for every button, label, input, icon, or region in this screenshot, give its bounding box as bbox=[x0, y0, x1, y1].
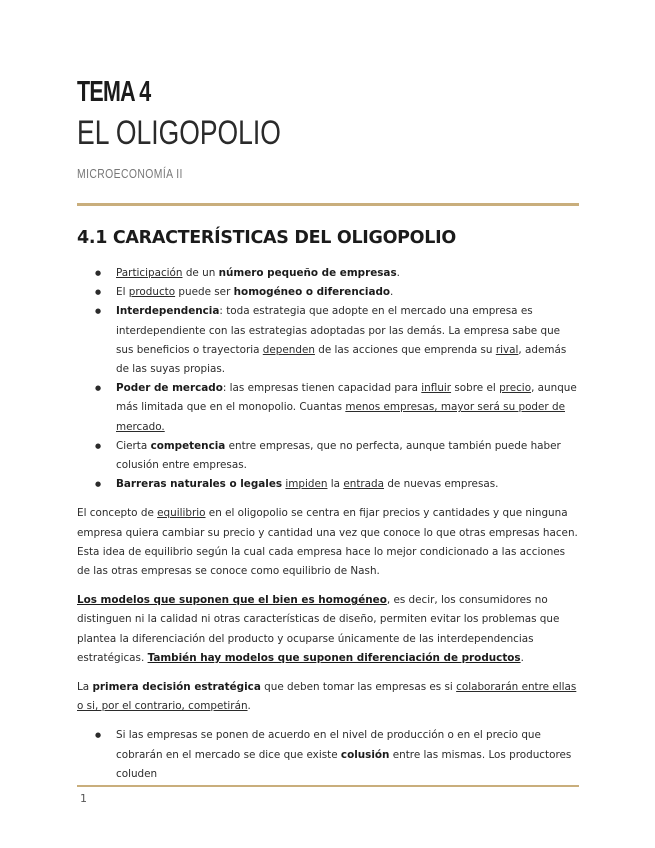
paragraph-equilibrium: El concepto de equilibrio en el oligopolio se centra en fijar precios y cantidades y que ninguna empresa quiera cambiar su precio y cantidad una vez que conoce lo que otras empresas hacen. Esta idea de equilibrio según la cual cada empresa hace lo mejor condicionado a las acciones de las otras empresas se conoce como equilibrio de Nash. bbox=[77, 507, 578, 578]
characteristics-list bbox=[77, 264, 579, 494]
list-item: ● Poder de mercado: las empresas tienen capacidad para influir sobre el precio, aunque más limitada que en el monopolio. Cuantas menos empresas, mayor será su poder de mercado. bbox=[77, 379, 579, 437]
list-item: ● Si las empresas se ponen de acuerdo en el nivel de producción o en el precio que cobrarán en el mercado se dice que existe colusión entre las mismas. Los productores coluden bbox=[77, 726, 579, 784]
footer-divider bbox=[77, 785, 579, 787]
paragraph-strategic-decision: La primera decisión estratégica que deben tomar las empresas es si colaborarán entre ellas o si, por el contrario, competirán. bbox=[77, 681, 577, 713]
collusion-list bbox=[77, 726, 579, 784]
page-number: 1 bbox=[80, 792, 87, 805]
list-item: ● Cierta competencia entre empresas, que no perfecta, aunque también puede haber colusión entre empresas. bbox=[77, 437, 579, 475]
body-text bbox=[77, 264, 579, 784]
list-item: ● Barreras naturales o legales impiden la entrada de nuevas empresas. bbox=[77, 475, 579, 494]
paragraph-homogeneous-models: Los modelos que suponen que el bien es homogéneo, es decir, los consumidores no distinguen ni la calidad ni otras características de diseño, permiten evitar los problemas que plantea la diferenciación del producto y ocuparse únicamente de las interdependencias estratégicas. También hay modelos que suponen diferenciación de productos. bbox=[77, 594, 560, 664]
topic-number: TEMA 4 bbox=[77, 76, 151, 108]
header-divider bbox=[77, 203, 579, 206]
list-item: ● Participación de un número pequeño de empresas. bbox=[77, 264, 579, 283]
list-item: ● El producto puede ser homogéneo o diferenciado. bbox=[77, 283, 579, 302]
subject-label: MICROECONOMÍA II bbox=[77, 166, 183, 181]
section-heading: 4.1 CARACTERÍSTICAS DEL OLIGOPOLIO bbox=[77, 228, 456, 248]
list-item: ● Interdependencia: toda estrategia que adopte en el mercado una empresa es interdependiente con las estrategias adoptadas por las demás. La empresa sabe que sus beneficios o trayectoria dependen de las acciones que emprenda su rival, además de las suyas propias. bbox=[77, 302, 579, 379]
document-title: EL OLIGOPOLIO bbox=[77, 114, 281, 152]
